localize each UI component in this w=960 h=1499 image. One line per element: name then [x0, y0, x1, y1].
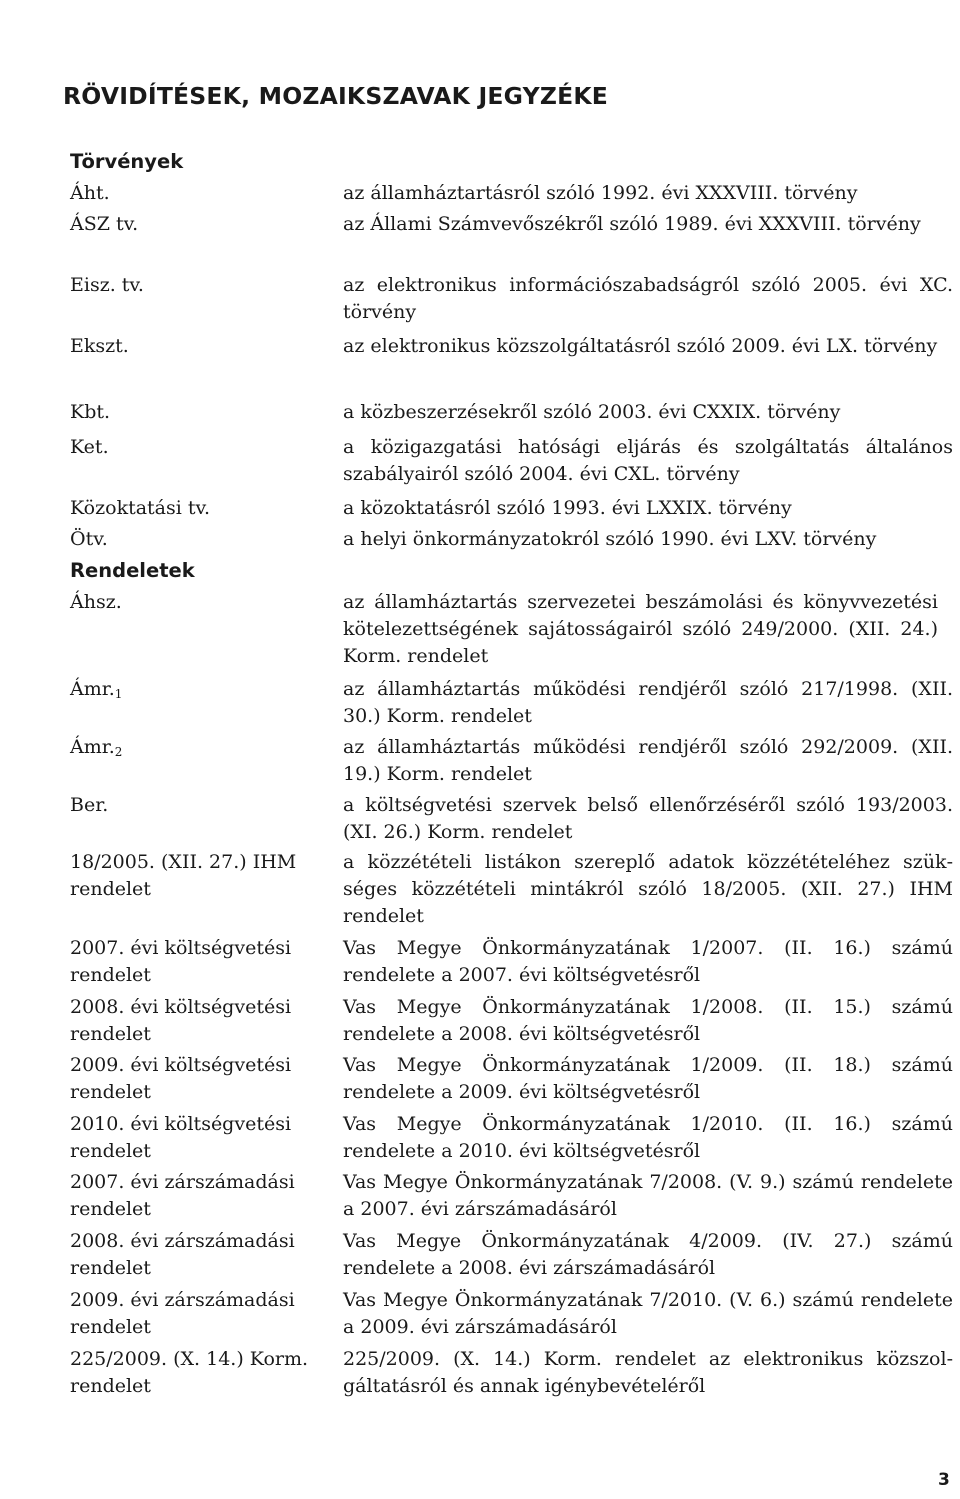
abbreviation-definition: az államháztartásról szóló 1992. évi XXXVIII. törvény [343, 182, 858, 204]
abbreviation-subscript: 2 [114, 745, 123, 759]
abbreviation-definition: Vas Megye Önkormányzatának 7/2010. (V. 6.) számú rendelete a 2009. évi zárszámadásáról [343, 1289, 953, 1338]
abbreviation-term: Eisz. tv. [70, 274, 144, 296]
abbreviation-term-text: Ámr. [70, 678, 115, 700]
abbreviation-definition: Vas Megye Önkormányzatának 1/2008. (II. 15.) számú rendelete a 2008. évi költségvetésről [343, 996, 953, 1045]
abbreviation-term: Ber. [70, 794, 109, 816]
page-title: RÖVIDÍTÉSEK, MOZAIKSZAVAK JEGYZÉKE [63, 82, 609, 110]
abbreviation-definition: az államháztartás szervezetei beszámolási és könyvvezetési kötelezettségének sajátosságairól szóló 249/2000. (XII. 24.) Korm. rendelet [343, 591, 938, 667]
abbreviation-term: 2007. évi zárszámadási rendelet [70, 1171, 295, 1220]
abbreviation-term: 2008. évi költségvetési rendelet [70, 996, 292, 1045]
abbreviation-term: Közoktatási tv. [70, 497, 211, 519]
abbreviation-definition: az Állami Számvevőszékről szóló 1989. évi XXXVIII. törvény [343, 213, 921, 235]
abbreviation-term: Ket. [70, 436, 109, 458]
abbreviation-definition: a közbeszerzésekről szóló 2003. évi CXXIX. törvény [343, 401, 841, 423]
abbreviation-term-text: Ámr. [70, 736, 115, 758]
abbreviation-term: 2009. évi költségvetési rendelet [70, 1054, 292, 1103]
abbreviation-definition: a helyi önkormányzatokról szóló 1990. évi LXV. törvény [343, 528, 877, 550]
abbreviation-term: ÁSZ tv. [70, 213, 139, 235]
abbreviation-definition: Vas Megye Önkormányzatának 4/2009. (IV. 27.) számú rendelete a 2008. évi zárszámadásáról [343, 1230, 953, 1279]
abbreviation-term [70, 676, 332, 708]
abbreviation-definition: a közigazgatási hatósági eljárás és szolgáltatás általános szabályairól szóló 2004. évi CXL. törvény [343, 436, 953, 485]
abbreviation-definition: az államháztartás működési rendjéről szóló 292/2009. (XII. 19.) Korm. rendelet [343, 736, 953, 785]
abbreviation-term: Áht. [70, 182, 110, 204]
abbreviation-subscript: 1 [114, 687, 123, 701]
abbreviation-definition: az államháztartás működési rendjéről szóló 217/1998. (XII. 30.) Korm. rendelet [343, 678, 953, 727]
abbreviation-definition: a közzétételi listákon szereplő adatok közzétételéhez szükséges közzétételi mintákról szóló 18/2005. (XII. 27.) IHM rendelet [343, 851, 953, 927]
abbreviation-definition: az elektronikus információszabadságról szóló 2005. évi XC. törvény [343, 274, 953, 323]
abbreviation-term: 2008. évi zárszámadási rendelet [70, 1230, 295, 1279]
abbreviation-term: Ekszt. [70, 335, 129, 357]
abbreviation-term: 2007. évi költségvetési rendelet [70, 937, 292, 986]
abbreviation-definition: a közoktatásról szóló 1993. évi LXXIX. törvény [343, 497, 792, 519]
abbreviation-term: 2009. évi zárszámadási rendelet [70, 1289, 295, 1338]
section-heading-decrees: Rendeletek [70, 559, 195, 582]
abbreviation-term [70, 734, 332, 766]
abbreviation-term: Áhsz. [70, 591, 122, 613]
abbreviation-definition: Vas Megye Önkormányzatának 1/2009. (II. 18.) számú rendelete a 2009. évi költségvetésről [343, 1054, 953, 1103]
abbreviation-definition: 225/2009. (X. 14.) Korm. rendelet az elektronikus közszolgáltatásról és annak igénybevételéről [343, 1348, 953, 1397]
abbreviation-definition: a költségvetési szervek belső ellenőrzéséről szóló 193/2003. (XI. 26.) Korm. rendelet [343, 794, 953, 843]
abbreviation-term: 18/2005. (XII. 27.) IHM rendelet [70, 851, 297, 900]
abbreviation-term: 225/2009. (X. 14.) Korm. rendelet [70, 1348, 309, 1397]
abbreviation-definition: az elektronikus közszolgáltatásról szóló 2009. évi LX. törvény [343, 335, 938, 357]
section-heading-laws: Törvények [70, 150, 184, 173]
abbreviation-definition: Vas Megye Önkormányzatának 7/2008. (V. 9.) számú rendelete a 2007. évi zárszámadásáról [343, 1171, 953, 1220]
abbreviation-term: 2010. évi költségvetési rendelet [70, 1113, 292, 1162]
abbreviation-term: Kbt. [70, 401, 111, 423]
abbreviation-definition: Vas Megye Önkormányzatának 1/2007. (II. 16.) számú rendelete a 2007. évi költségvetésről [343, 937, 953, 986]
abbreviation-definition: Vas Megye Önkormányzatának 1/2010. (II. 16.) számú rendelete a 2010. évi költségvetésről [343, 1113, 953, 1162]
page-number: 3 [938, 1470, 950, 1490]
abbreviation-term: Ötv. [70, 528, 108, 550]
